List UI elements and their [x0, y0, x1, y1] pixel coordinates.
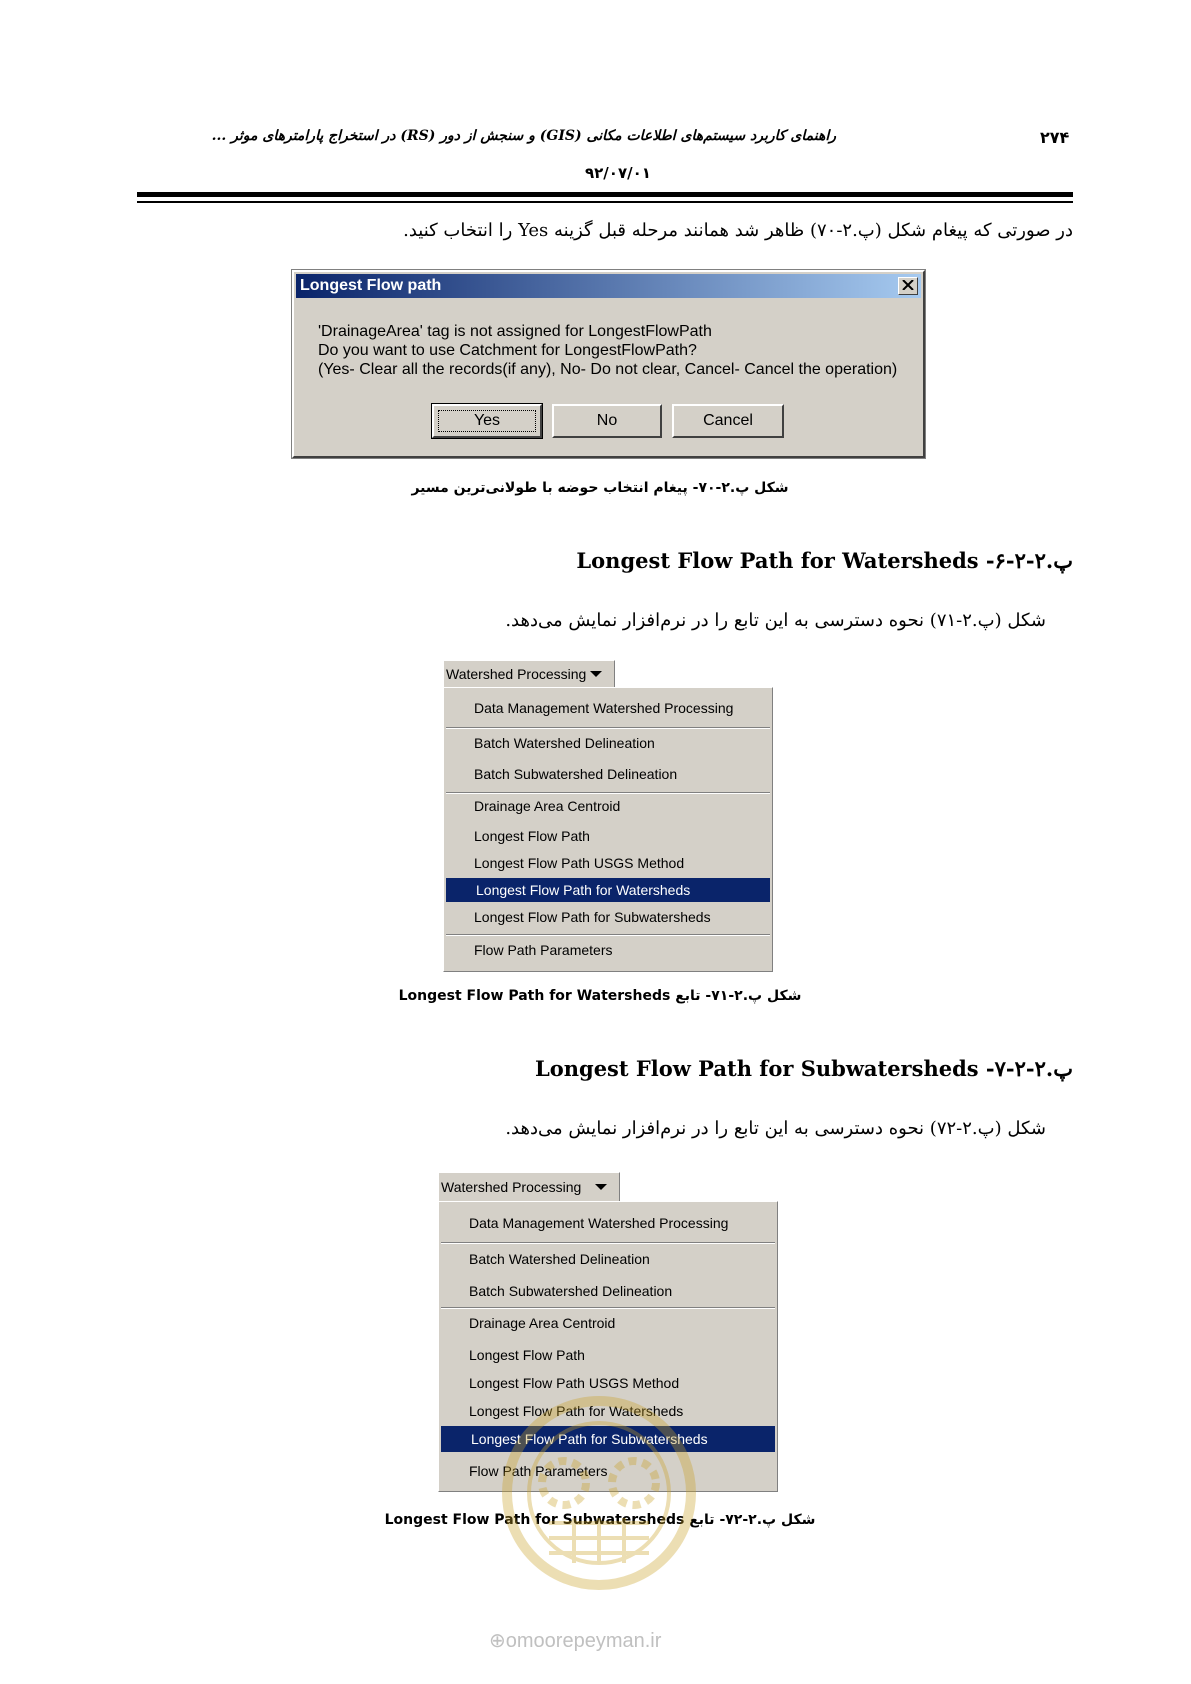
menu-item-batch-watershed-delineation[interactable]: Batch Watershed Delineation — [469, 1251, 650, 1267]
intro-paragraph: در صورتی که پیغام شکل (پ.۲-۷۰) ظاهر شد همانند مرحله قبل گزینه Yes را انتخاب کنید. — [403, 220, 1073, 241]
dropdown-arrow-icon — [595, 1184, 607, 1190]
menu-item-data-management[interactable]: Data Management Watershed Processing — [474, 700, 734, 716]
menu-button-label: Watershed Processing — [446, 666, 587, 682]
menu-item-longest-flow-path-subwatersheds[interactable]: Longest Flow Path for Subwatersheds — [441, 1426, 775, 1452]
section-6-paragraph: شکل (پ.۲-۷۱) نحوه دسترسی به این تابع را در نرم‌افزار نمایش می‌دهد. — [505, 610, 1046, 631]
globe-icon: ⊕ — [489, 1630, 506, 1652]
figure-caption-72: شکل پ.۲-۷۲- تابع Longest Flow Path for Subwatersheds — [384, 1512, 816, 1528]
cancel-button[interactable] — [672, 404, 784, 438]
menu-item-longest-flow-path-watersheds[interactable]: Longest Flow Path for Watersheds — [446, 878, 770, 902]
section-heading-7: پ.۲-۲-۷- Longest Flow Path for Subwatersheds — [534, 1056, 1073, 1081]
menu-item-longest-flow-path[interactable]: Longest Flow Path — [474, 828, 590, 844]
no-button[interactable] — [552, 404, 662, 438]
menu-separator — [446, 727, 770, 729]
close-button[interactable] — [898, 277, 918, 295]
menu-separator — [441, 1307, 775, 1309]
dialog-title: Longest Flow path — [300, 277, 442, 294]
menu-item-drainage-area-centroid[interactable]: Drainage Area Centroid — [469, 1315, 616, 1331]
menu-item-data-management[interactable]: Data Management Watershed Processing — [469, 1215, 729, 1231]
dialog-message-line: Do you want to use Catchment for LongestFlowPath? — [318, 342, 697, 359]
longest-flow-path-dialog — [292, 270, 925, 458]
menu-item-batch-watershed-delineation[interactable]: Batch Watershed Delineation — [474, 735, 655, 751]
dialog-title-bar — [296, 274, 921, 298]
menu-item-longest-flow-path-usgs[interactable]: Longest Flow Path USGS Method — [474, 855, 685, 871]
section-7-paragraph: شکل (پ.۲-۷۲) نحوه دسترسی به این تابع را در نرم‌افزار نمایش می‌دهد. — [505, 1118, 1046, 1139]
watershed-processing-menu-button[interactable] — [443, 660, 615, 688]
dialog-message-line: (Yes- Clear all the records(if any), No- Do not clear, Cancel- Cancel the operation) — [318, 361, 898, 378]
cancel-button-label: Cancel — [703, 412, 753, 429]
no-button-label: No — [596, 412, 618, 429]
menu-item-longest-flow-path-subwatersheds[interactable]: Longest Flow Path for Subwatersheds — [474, 909, 711, 925]
dialog-message — [318, 322, 897, 379]
running-title: راهنمای کاربرد سیستم‌های اطلاعات مکانی (GIS) و سنجش از دور (RS) در استخراج پارامترهای موثر ... — [211, 128, 836, 144]
close-icon — [902, 280, 914, 290]
header-date: ۹۲/۰۷/۰۱ — [585, 164, 651, 182]
menu-item-drainage-area-centroid[interactable]: Drainage Area Centroid — [474, 798, 621, 814]
watermark-text — [489, 1628, 661, 1653]
menu-separator — [441, 1242, 775, 1244]
menu-button-label: Watershed Processing — [441, 1179, 582, 1195]
watermark-seal-icon — [494, 1388, 704, 1598]
menu-item-batch-subwatershed-delineation[interactable]: Batch Subwatershed Delineation — [469, 1283, 673, 1299]
header-rule — [137, 192, 1073, 197]
yes-button[interactable] — [432, 404, 542, 438]
menu-item-flow-path-parameters[interactable]: Flow Path Parameters — [474, 942, 613, 958]
watermark-url: omoorepeyman.ir — [505, 1630, 662, 1652]
menu-item-longest-flow-path-usgs[interactable]: Longest Flow Path USGS Method — [469, 1375, 680, 1391]
figure-caption-71: شکل پ.۲-۷۱- تابع Longest Flow Path for Watersheds — [398, 988, 802, 1004]
watershed-processing-menu-button[interactable] — [438, 1172, 620, 1202]
menu-panel — [443, 687, 773, 972]
menu-item-longest-flow-path[interactable]: Longest Flow Path — [469, 1347, 585, 1363]
menu-separator — [446, 934, 770, 936]
dropdown-arrow-icon — [590, 671, 602, 677]
header-rule-thin — [137, 201, 1073, 203]
menu-item-longest-flow-path-watersheds[interactable]: Longest Flow Path for Watersheds — [469, 1403, 684, 1419]
figure-caption-70: شکل پ.۲-۷۰- پیغام انتخاب حوضه با طولانی‌ترین مسیر — [411, 480, 789, 496]
page-number: ۲۷۴ — [1040, 128, 1070, 147]
menu-item-flow-path-parameters[interactable]: Flow Path Parameters — [469, 1463, 608, 1479]
menu-item-batch-subwatershed-delineation[interactable]: Batch Subwatershed Delineation — [474, 766, 678, 782]
yes-button-label: Yes — [473, 412, 501, 429]
watershed-processing-menu-1 — [443, 660, 773, 972]
section-heading-6: پ.۲-۲-۶- Longest Flow Path for Watersheds — [576, 548, 1073, 573]
focus-rectangle — [438, 410, 536, 432]
dialog-message-line: 'DrainageArea' tag is not assigned for LongestFlowPath — [318, 323, 712, 340]
